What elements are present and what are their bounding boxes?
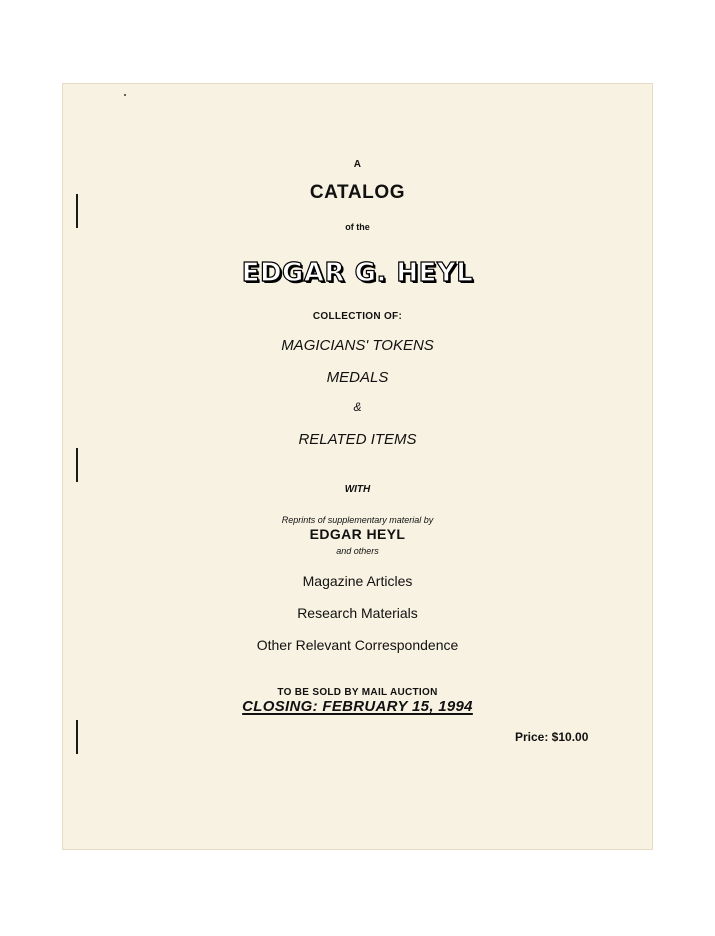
material-magazine-articles: Magazine Articles — [302, 573, 413, 589]
title-of-the: of the — [345, 222, 370, 232]
item-ampersand: & — [353, 400, 362, 414]
title-catalog: CATALOG — [309, 182, 406, 203]
closing-date: CLOSING: FEBRUARY 15, 1994 — [242, 698, 473, 715]
item-magicians-tokens: MAGICIANS' TOKENS — [281, 337, 434, 354]
material-relevant-correspondence: Other Relevant Correspondence — [256, 637, 459, 653]
collector-name-title: EDGAR G. HEYL — [241, 258, 474, 288]
catalog-cover — [62, 83, 653, 850]
material-research-materials: Research Materials — [297, 605, 418, 621]
reprints-text: Reprints of supplementary material by — [281, 515, 434, 525]
price-label: Price: $10.00 — [515, 730, 589, 744]
with-label: WITH — [344, 484, 371, 495]
title-article: A — [353, 159, 362, 170]
item-related-items: RELATED ITEMS — [298, 431, 417, 448]
author-name: EDGAR HEYL — [309, 526, 406, 542]
staple-mark — [76, 448, 78, 482]
paper-speck — [124, 94, 126, 96]
mail-auction-notice: TO BE SOLD BY MAIL AUCTION — [277, 687, 438, 698]
staple-mark — [76, 720, 78, 754]
item-medals: MEDALS — [326, 369, 389, 386]
collection-of-label: COLLECTION OF: — [312, 311, 403, 322]
and-others-text: and others — [336, 546, 379, 556]
